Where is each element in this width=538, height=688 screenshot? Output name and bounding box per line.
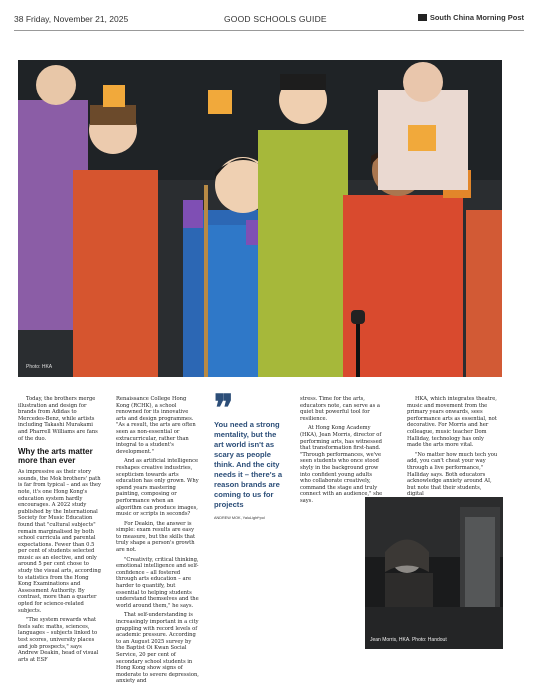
- secondary-photo: [365, 497, 503, 649]
- quote-mark-icon: ❞: [214, 388, 234, 428]
- article-column-3: [300, 396, 384, 508]
- section-title: GOOD SCHOOLS GUIDE: [224, 14, 327, 24]
- paragraph: As impressive as their story sounds, the Mok brothers' path is far from typical – and as they note, it's one Hong Kong's education system hardly encourages. A 2022 study published by the International Society for Music Education found that "cultural subjects" remain marginalised by both school curricula and parental expectations. Fewer than 0.5 per cent of students selected music as an elective, and only around 5 per cent chose to study the visual arts, according to statistics from the Hong Kong Examinations and Assessment Authority. By contrast, more than a quarter opted for science-related subjects.: [18, 469, 101, 614]
- paragraph: Today, the brothers merge illustration and design for brands from Adidas to Mercedes-Benz, while artists including Takashi Murakami and Pharrell Williams are fans of the duo.: [18, 396, 98, 442]
- page-header: [14, 10, 524, 31]
- paragraph: "The system rewards what feels safe: maths, sciences, languages – subjects linked to test scores, university places and job prospects," says Andrew Deakin, head of visual arts at ESF: [18, 617, 99, 663]
- paragraph: stress. Time for the arts, educators note, can serve as a quiet but powerful tool for resilience.: [300, 396, 380, 422]
- scmp-logo-icon: [418, 14, 427, 21]
- article-column-1: [18, 396, 102, 666]
- article-column-2: [116, 396, 200, 688]
- article-column-4: [407, 396, 499, 501]
- paragraph: "No matter how much tech you add, you can't cheat your way through a live performance," Halliday says. Both educators acknowledge anxiety around AI, but note that their students, digital: [407, 451, 498, 498]
- main-photo: [18, 60, 502, 377]
- pull-quote: [214, 388, 286, 520]
- subheading: Why the arts matter more than ever: [18, 447, 93, 465]
- teacher-portrait-illustration: [365, 497, 503, 649]
- photo-caption: Jean Morris, HKA. Photo: Handout: [370, 637, 447, 643]
- paragraph: Renaissance College Hong Kong (RCHK), a school renowned for its innovative arts and design programmes. "As a result, the arts are often seen as non-essential or extracurricular, rather than integral to a student's development.": [116, 396, 196, 455]
- paragraph: And as artificial intelligence reshapes creative industries, scepticism towards arts education has only grown. Why spend years mastering painting, composing or performance when an algorithm can produce images, music or scripts in seconds?: [116, 458, 199, 518]
- pull-quote-author: ANDREW MOK, YaluLight*pol: [214, 516, 265, 520]
- page-number-date: 38 Friday, November 21, 2025: [14, 14, 129, 24]
- photo-credit: Photo: HKA: [26, 364, 53, 370]
- pull-quote-text: You need a strong mentality, but the art world isn't as scary as people think. And the city needs it – there's a reason brands are coming to us for projects: [214, 420, 283, 509]
- masthead: [418, 13, 524, 22]
- masthead-label: South China Morning Post: [429, 13, 524, 22]
- paragraph: For Deakin, the answer is simple: exam results are easy to measure, but the skills that truly shape a person's growth are not.: [116, 520, 196, 554]
- children-performing-illustration: [18, 60, 502, 377]
- paragraph: That self-understanding is increasingly important in a city grappling with record levels of academic pressure. According to an August 2025 survey by the Baptist Oi Kwan Social Service, 20 per cent of secondary school students in Hong Kong show signs of moderate to severe depression, anxiety and: [116, 612, 199, 685]
- paragraph: HKA, which integrates theatre, music and movement from the primary years onwards, sees performance arts as essential, not decorative. For Morris and her colleague, music teacher Dom Halliday, technology has only made the arts more vital.: [407, 396, 497, 449]
- paragraph: At Hong Kong Academy (HKA), Jean Morris, director of performing arts, has witnessed that transformation first-hand. "Through performances, we've seen students who once stood shyly in the background grow into confident young adults who collaborate creatively, command the stage and truly connect with an audience," she says.: [300, 425, 383, 504]
- paragraph: "Creativity, critical thinking, emotional intelligence and self-confidence – all fostered through arts education – are harder to quantify, but essential to helping students understand themselves and the world around them," he says.: [116, 556, 199, 609]
